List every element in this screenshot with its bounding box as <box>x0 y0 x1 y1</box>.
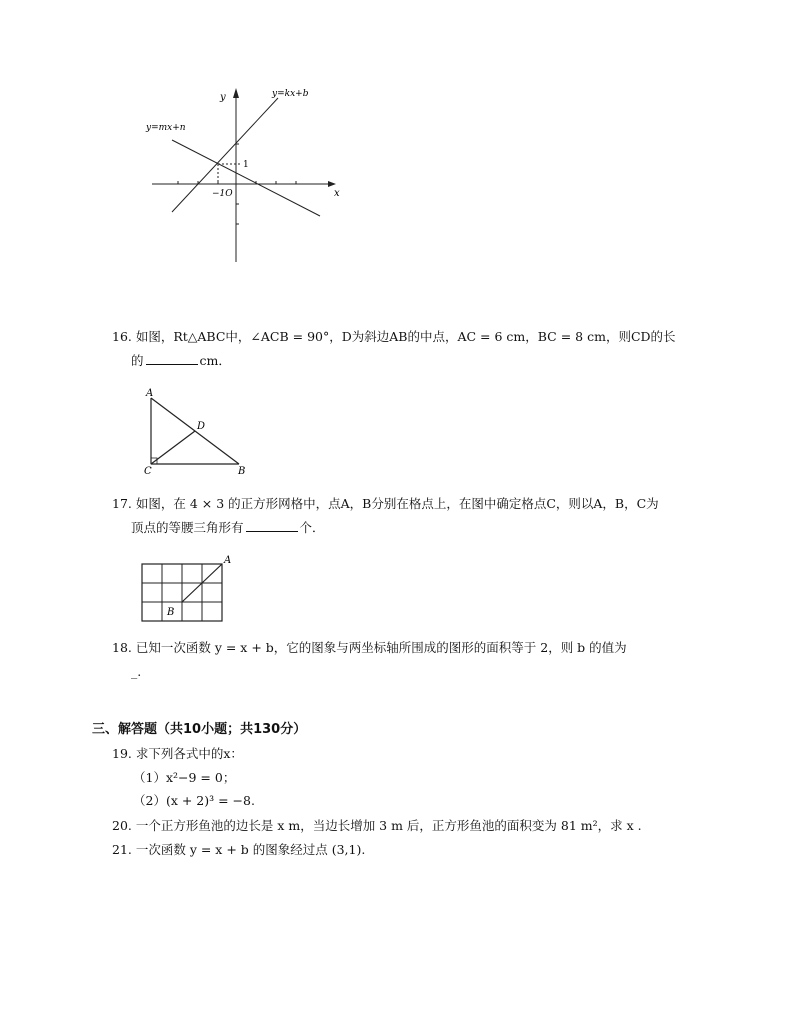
section-3-title: 三、解答题（共10小题；共130分） <box>92 722 307 737</box>
question-21-text: 21. 一次函数 y = x + b 的图象经过点 (3,1). <box>112 842 366 857</box>
question-20-text: 20. 一个正方形鱼池的边长是 x m，当边长增加 3 m 后，正方形鱼池的面积变为 81 m²，求 x . <box>112 818 642 833</box>
segment-cd <box>151 431 195 464</box>
question-19 <box>112 743 712 765</box>
question-19-sub2: （2）(x + 2)³ = −8. <box>133 793 255 808</box>
lines-coordinate-figure <box>140 84 350 266</box>
origin-label: −1O <box>212 189 233 199</box>
question-17 <box>112 493 712 515</box>
line2-label: y=mx+n <box>146 123 186 133</box>
question-20 <box>112 815 712 837</box>
question-18 <box>112 637 712 659</box>
question-21 <box>112 839 712 861</box>
y-axis-arrow <box>233 88 239 98</box>
label-b: B <box>238 466 246 477</box>
line1-label: y=kx+b <box>272 89 309 99</box>
label-a: A <box>224 555 232 566</box>
label-b: B <box>167 607 175 618</box>
tick-one-label: 1 <box>243 160 249 170</box>
question-17-text: 17. 如图，在 4 × 3 的正方形网格中，点A，B分别在格点上，在图中确定格点C，则以A，B，C为 <box>112 496 659 511</box>
answer-blank-17[interactable] <box>246 519 298 532</box>
answer-blank-16[interactable] <box>146 352 198 365</box>
line-mx-n <box>172 140 320 216</box>
question-17-line2 <box>131 518 325 536</box>
y-axis-label: y <box>220 92 226 103</box>
question-16-text: 16. 如图，Rt△ABC中，∠ACB = 90°，D为斜边AB的中点，AC = 6 cm，BC = 8 cm，则CD的长 <box>112 329 676 344</box>
label-a: A <box>146 388 154 399</box>
question-19-text: 19. 求下列各式中的x： <box>112 746 243 761</box>
question-18-text: 18. 已知一次函数 y = x + b，它的图象与两坐标轴所围成的图形的面积等于 2，则 b 的值为 <box>112 640 627 655</box>
triangle-abc-figure <box>140 384 260 478</box>
grid-4x3-figure <box>136 553 236 625</box>
question-16 <box>112 326 712 348</box>
question-16-line2-prefix: 的 <box>131 353 144 368</box>
question-18-line2 <box>131 664 141 679</box>
question-16-line2-suffix: cm． <box>199 353 231 368</box>
label-c: C <box>144 466 152 477</box>
question-17-line2-suffix: 个． <box>299 520 325 535</box>
question-19-sub1: （1）x²−9 = 0； <box>133 770 236 785</box>
question-18-line2-text: _. <box>131 664 142 679</box>
x-axis-arrow <box>328 181 336 187</box>
label-d: D <box>197 421 206 432</box>
question-16-line2 <box>131 351 231 369</box>
x-axis-label: x <box>334 188 340 199</box>
question-17-line2-prefix: 顶点的等腰三角形有 <box>131 520 244 535</box>
